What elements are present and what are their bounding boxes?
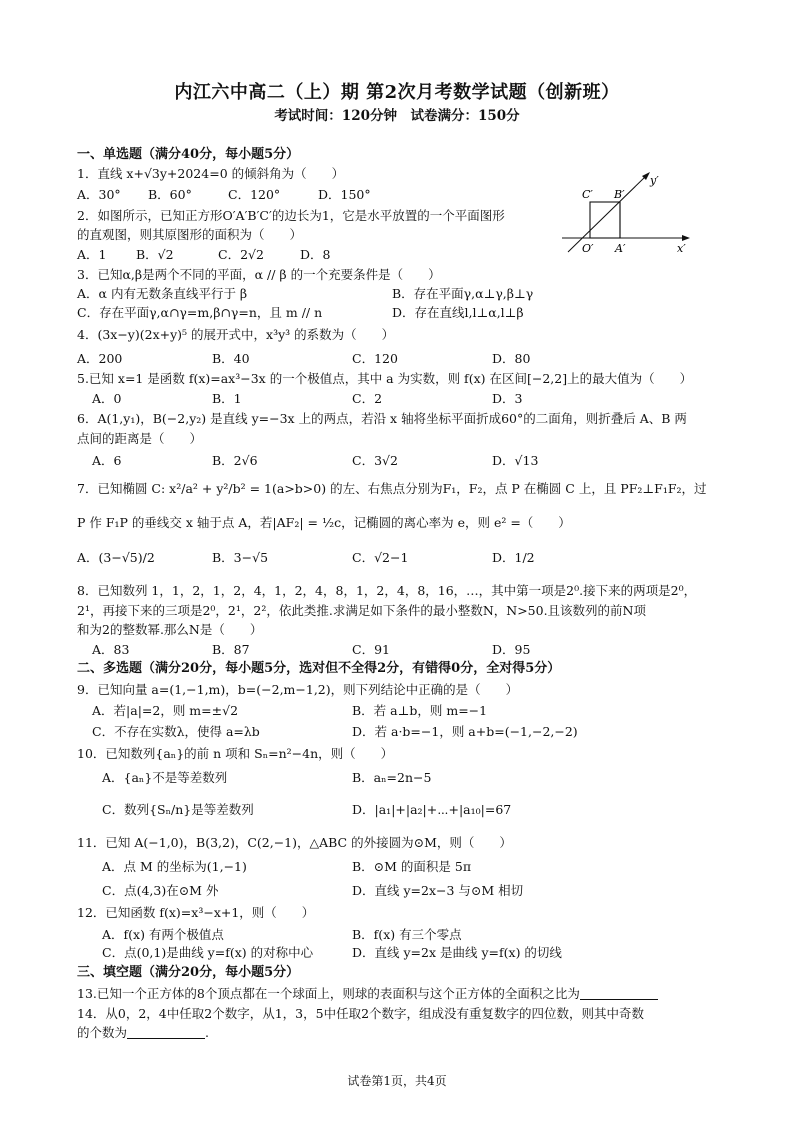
- q9-option-d: D．若 a·b=−1，则 a+b=(−1,−2,−2): [352, 724, 578, 739]
- question-12-stem: 12．已知函数 f(x)=x³−x+1，则（ ）: [77, 905, 315, 920]
- q7-option-b: B．3−√5: [212, 550, 269, 565]
- q10-option-a: A．{aₙ}不是等差数列: [102, 770, 228, 785]
- q4-option-d: D．80: [492, 351, 531, 366]
- q8-option-b: B．87: [212, 642, 250, 657]
- square-obcd: [590, 202, 620, 238]
- q2-option-d: D．8: [300, 247, 331, 262]
- q9-option-b: B．若 a⊥b，则 m=−1: [352, 703, 488, 718]
- q6-option-d: D．√13: [492, 453, 539, 468]
- q7-option-c: C．√2−1: [352, 550, 409, 565]
- q3-option-c: C．存在平面γ,α∩γ=m,β∩γ=n，且 m // n: [77, 305, 323, 320]
- question-11-stem: 11．已知 A(−1,0)，B(3,2)，C(2,−1)，△ABC 的外接圆为⊙M，则（ ）: [77, 835, 512, 850]
- label-b: B′: [614, 188, 625, 201]
- q6-option-a: A．6: [92, 453, 122, 468]
- q12-option-a: A．f(x) 有两个极值点: [102, 927, 224, 942]
- q11-option-c: C．点(4,3)在⊙M 外: [102, 883, 219, 898]
- q4-option-c: C．120: [352, 351, 398, 366]
- question-13-stem: 13.已知一个正方体的8个顶点都在一个球面上，则球的表面积与这个正方体的全面积之比为: [77, 986, 580, 1001]
- page-footer: 试卷第1页，共4页: [347, 1074, 447, 1088]
- question-6-stem-line2: 点间的距离是（ ）: [77, 431, 203, 446]
- q7-option-d: D．1/2: [492, 550, 535, 565]
- q1-option-d: D．150°: [318, 187, 371, 202]
- question-10-stem: 10．已知数列{aₙ}的前 n 项和 Sₙ=n²−4n，则（ ）: [77, 746, 394, 761]
- q5-option-d: D．3: [492, 391, 523, 406]
- q2-option-b: B．√2: [136, 247, 174, 262]
- q5-option-b: B．1: [212, 391, 242, 406]
- oblique-square-figure: [560, 168, 700, 263]
- q6-option-c: C．3√2: [352, 453, 398, 468]
- q3-option-b: B．存在平面γ,α⊥γ,β⊥γ: [392, 286, 534, 301]
- x-axis-arrow: [682, 235, 690, 241]
- q10-option-d: D．|a₁|+|a₂|+⋯+|a₁₀|=67: [352, 802, 512, 817]
- q3-option-d: D．存在直线l,l⊥α,l⊥β: [392, 305, 524, 320]
- q4-option-a: A．200: [77, 351, 123, 366]
- label-y: y′: [650, 174, 659, 187]
- question-14-stem-line2: 的个数为: [77, 1025, 128, 1040]
- question-3-stem: 3．已知α,β是两个不同的平面，α // β 的一个充要条件是（ ）: [77, 267, 441, 282]
- y-axis: [568, 176, 646, 252]
- q8-option-c: C．91: [352, 642, 390, 657]
- q12-option-c: C．点(0,1)是曲线 y=f(x) 的对称中心: [102, 945, 314, 960]
- q11-option-a: A．点 M 的坐标为(1,−1): [102, 859, 247, 874]
- q10-option-c: C．数列{Sₙ/n}是等差数列: [102, 802, 254, 817]
- q1-option-a: A．30°: [77, 187, 121, 202]
- exam-info: 考试时间：120分钟 试卷满分：150分: [274, 108, 520, 124]
- q13-answer-blank[interactable]: [580, 986, 658, 1000]
- q4-option-b: B．40: [212, 351, 250, 366]
- q11-option-d: D．直线 y=2x−3 与⊙M 相切: [352, 883, 524, 898]
- q9-option-c: C．不存在实数λ，使得 a=λb: [92, 724, 260, 739]
- q5-option-a: A．0: [92, 391, 122, 406]
- q14-answer-blank[interactable]: [127, 1025, 205, 1039]
- question-14-stem-line1: 14．从0，2，4中任取2个数字，从1，3，5中任取2个数字，组成没有重复数字的四位数，则其中奇数: [77, 1006, 645, 1021]
- question-5-stem: 5.已知 x=1 是函数 f(x)=ax³−3x 的一个极值点，其中 a 为实数，则 f(x) 在区间[−2,2]上的最大值为（ ）: [77, 371, 693, 386]
- q10-option-b: B．aₙ=2n−5: [352, 770, 432, 785]
- label-a: A′: [615, 242, 626, 255]
- q14-period: .: [205, 1025, 209, 1040]
- q9-option-a: A．若|a|=2，则 m=±√2: [92, 703, 239, 718]
- question-13: [77, 985, 658, 1003]
- question-4-stem: 4．(3x−y)(2x+y)⁵ 的展开式中，x³y³ 的系数为（ ）: [77, 327, 395, 342]
- question-2-stem-line2: 的直观图，则其原图形的面积为（ ）: [77, 227, 303, 242]
- question-8-stem-line3: 和为2的整数幂.那么N是（ ）: [77, 622, 263, 637]
- q8-option-d: D．95: [492, 642, 531, 657]
- q11-option-b: B．⊙M 的面积是 5π: [352, 859, 472, 874]
- q8-option-a: A．83: [92, 642, 130, 657]
- section-heading-multi-choice: 二、多选题（满分20分，每小题5分，选对但不全得2分，有错得0分，全对得5分）: [77, 661, 561, 676]
- q2-option-a: A．1: [77, 247, 107, 262]
- q7-option-a: A．(3−√5)/2: [77, 550, 155, 565]
- question-8-stem-line1: 8．已知数列 1，1，2，1，2，4，1，2，4，8，1，2，4，8，16，…，其中第一项是2⁰.接下来的两项是2⁰，: [77, 583, 697, 598]
- q1-option-c: C．120°: [228, 187, 281, 202]
- question-2-stem-line1: 2．如图所示，已知正方形O′A′B′C′的边长为1，它是水平放置的一个平面图形: [77, 208, 505, 223]
- q2-option-c: C．2√2: [218, 247, 264, 262]
- section-heading-single-choice: 一、单选题（满分40分，每小题5分）: [77, 147, 300, 162]
- page-title: 内江六中高二（上）期 第2次月考数学试题（创新班）: [174, 82, 620, 103]
- label-o: O′: [582, 242, 594, 255]
- q12-option-d: D．直线 y=2x 是曲线 y=f(x) 的切线: [352, 945, 562, 960]
- q12-option-b: B．f(x) 有三个零点: [352, 927, 462, 942]
- question-8-stem-line2: 2¹，再接下来的三项是2⁰，2¹，2²，依此类推.求满足如下条件的最小整数N，N>50.且该数列的前N项: [77, 603, 646, 618]
- question-14: [77, 1024, 209, 1042]
- q1-option-b: B．60°: [148, 187, 192, 202]
- q6-option-b: B．2√6: [212, 453, 258, 468]
- question-6-stem-line1: 6．A(1,y₁)，B(−2,y₂) 是直线 y=−3x 上的两点，若沿 x 轴将坐标平面折成60°的二面角，则折叠后 A、B 两: [77, 411, 687, 426]
- figure-svg: [560, 168, 700, 260]
- question-7-stem-line2: P 作 F₁P 的垂线交 x 轴于点 A，若|AF₂| = ½c，记椭圆的离心率为 e，则 e² =（ ）: [77, 515, 571, 530]
- question-1-stem: 1．直线 x+√3y+2024=0 的倾斜角为（ ）: [77, 166, 345, 181]
- section-heading-fill-blank: 三、填空题（满分20分，每小题5分）: [77, 965, 300, 980]
- label-c: C′: [582, 188, 593, 201]
- question-9-stem: 9．已知向量 a=(1,−1,m)，b=(−2,m−1,2)，则下列结论中正确的是（ ）: [77, 682, 519, 697]
- q3-option-a: A．α 内有无数条直线平行于 β: [77, 286, 248, 301]
- q5-option-c: C．2: [352, 391, 383, 406]
- label-x: x′: [677, 242, 686, 255]
- question-7-stem-line1: 7．已知椭圆 C: x²/a² + y²/b² = 1(a>b>0) 的左、右焦点分别为F₁，F₂，点 P 在椭圆 C 上，且 PF₂⊥F₁F₂，过: [77, 481, 707, 496]
